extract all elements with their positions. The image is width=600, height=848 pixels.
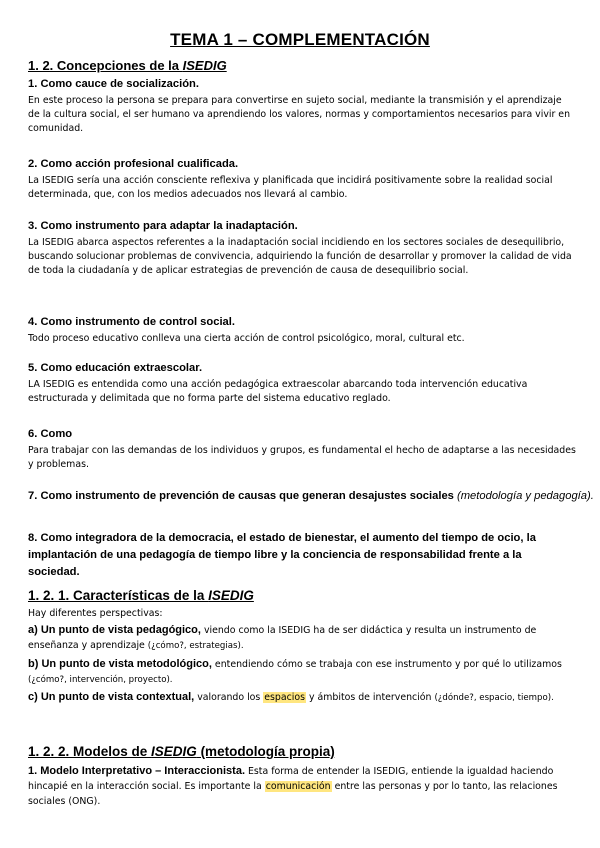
section-heading-modelos — [28, 744, 335, 759]
item-8-title: 8. Como integradora de la democracia, el estado de bienestar, el aumento del tiempo de ocio, la implantación de una pedagogía de tiempo libre y la conciencia de responsabilidad frente a la sociedad. — [28, 532, 536, 578]
item-7-note: (metodología y pedagogía). — [453, 490, 594, 502]
item-2-title: 2. Como acción profesional cualificada. — [28, 158, 239, 170]
item-5-text: LA ISEDIG es entendida como una acción pedagógica extraescolar abarcando toda intervención educativa estructurada y delimitada que no forma parte del sistema educativo reglado. — [28, 379, 528, 405]
item-2-text: La ISEDIG sería una acción consciente reflexiva y planificada que incidirá positivamente sobre la realidad social determinada, que, con los medios adecuados nos llevará al cambio. — [28, 175, 553, 201]
document-title: TEMA 1 – COMPLEMENTACIÓN — [170, 30, 430, 49]
heading-emphasis: ISEDIG — [182, 58, 227, 73]
item-7-label: 7. Como instrumento de prevención de causas que generan desajustes sociales — [28, 490, 454, 502]
perspective-b-text: entendiendo cómo se trabaja con ese instrumento y por qué lo utilizamos — [211, 659, 562, 670]
item-4-title: 4. Como instrumento de control social. — [28, 316, 235, 328]
item-5-title: 5. Como educación extraescolar. — [28, 362, 203, 374]
perspective-a-text: viendo como la ISEDIG ha de ser didáctica y resulta un instrumento de enseñanza y aprendizaje — [28, 625, 537, 651]
item-6-title: 6. Como — [28, 428, 73, 440]
item-3-text: La ISEDIG abarca aspectos referentes a la inadaptación social incidiendo en los sectores sociales de desequilibrio, buscando solucionar problemas de convivencia, adquiriendo la función de desarrollar y promover la calidad de vida de toda la ciudadanía y de aplicar estrategias de prevención de causa de desequilibrio social. — [28, 237, 572, 277]
section-heading-caracteristicas — [28, 588, 254, 603]
heading-text: 1. 2. 2. Modelos de — [28, 744, 152, 759]
section-heading-concepciones — [28, 58, 227, 73]
perspective-b — [28, 657, 576, 688]
perspective-c-note: (¿dónde?, espacio, tiempo). — [434, 693, 554, 703]
item-6-text: Para trabajar con las demandas de los individuos y grupos, es fundamental el hecho de adaptarse a las necesidades y problemas. — [28, 445, 576, 471]
perspectives-intro: Hay diferentes perspectivas: — [28, 608, 163, 619]
heading-emphasis: ISEDIG — [151, 744, 197, 759]
model-1-label: 1. Modelo Interpretativo – Interaccionista. — [28, 765, 245, 777]
item-7-title — [28, 490, 594, 502]
highlight-comunicacion: comunicación — [265, 781, 331, 792]
perspective-c-text: valorando los — [194, 692, 264, 703]
heading-emphasis: ISEDIG — [208, 588, 254, 603]
model-1-text-2: entre las personas y por lo tanto, las relaciones sociales (ONG). — [28, 781, 558, 807]
highlight-espacios: espacios — [264, 692, 306, 703]
item-4-text: Todo proceso educativo conlleva una cierta acción de control psicológico, moral, cultural etc. — [28, 333, 465, 344]
perspective-a-note: (¿cómo?, estrategias). — [147, 641, 244, 651]
perspective-b-note: (¿cómo?, intervención, proyecto). — [28, 675, 173, 685]
perspective-c — [28, 690, 576, 706]
perspective-b-label: b) Un punto de vista metodológico, — [28, 658, 212, 670]
heading-text: 1. 2. Concepciones de la — [28, 58, 183, 73]
item-3-title: 3. Como instrumento para adaptar la inadaptación. — [28, 220, 298, 232]
perspective-c-label: c) Un punto de vista contextual, — [28, 691, 195, 703]
item-1-text: En este proceso la persona se prepara para convertirse en sujeto social, mediante la transmisión y el aprendizaje de la cultura social, el ser humano va aprendiendo los valores, normas y comportamientos necesarios para vivir en comunidad. — [28, 95, 571, 135]
heading-text: 1. 2. 1. Características de la — [28, 588, 209, 603]
perspective-a — [28, 623, 576, 654]
heading-suffix: (metodología propia) — [196, 744, 335, 759]
model-1 — [28, 764, 576, 809]
perspective-a-label: a) Un punto de vista pedagógico, — [28, 624, 201, 636]
perspective-c-text-2: y ámbitos de intervención — [306, 692, 435, 703]
item-1-title: 1. Como cauce de socialización. — [28, 78, 199, 90]
model-1-text: Esta forma de entender la ISEDIG, entiende la igualdad haciendo hincapié en la interacción social. Es importante la — [28, 766, 554, 792]
